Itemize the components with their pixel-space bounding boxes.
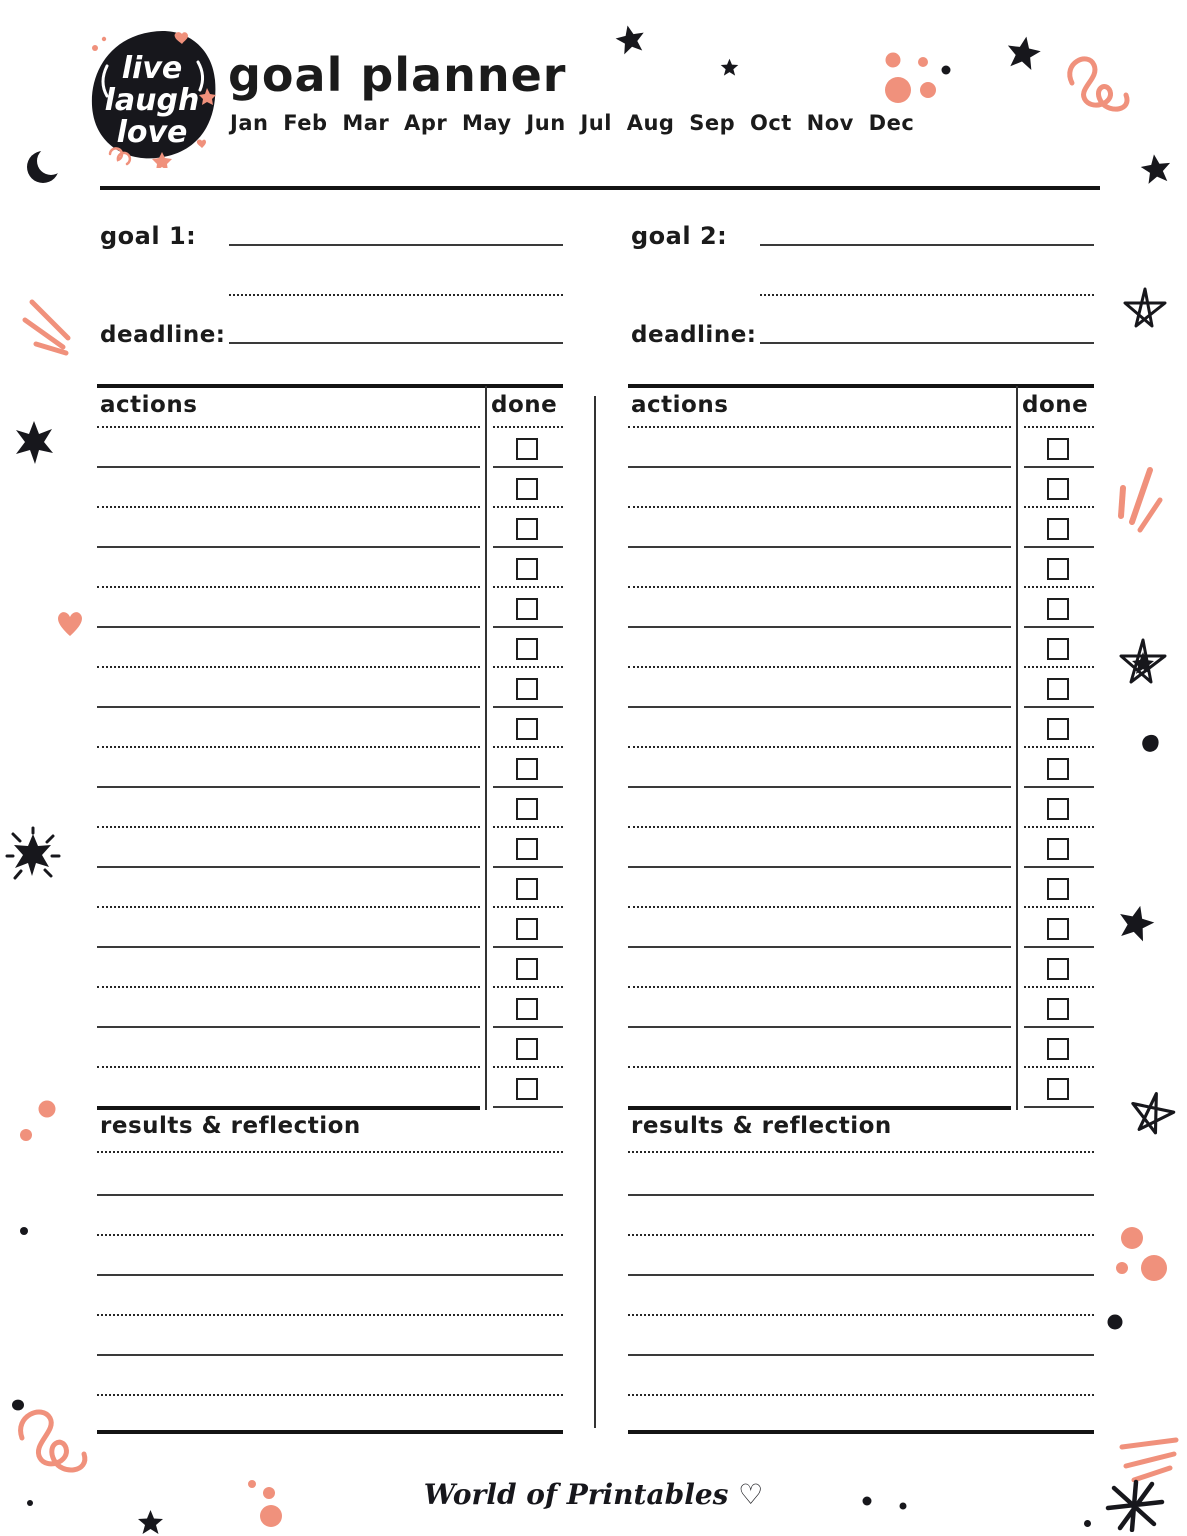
action-line[interactable]	[97, 626, 480, 628]
done-line	[1024, 786, 1094, 788]
actions-header-rule	[628, 426, 1011, 428]
deadline-2-input-line[interactable]	[760, 342, 1094, 344]
action-line[interactable]	[97, 586, 480, 588]
done-checkbox[interactable]	[516, 758, 538, 780]
done-line	[1024, 946, 1094, 948]
done-line	[1024, 626, 1094, 628]
action-line[interactable]	[628, 906, 1011, 908]
action-line[interactable]	[628, 546, 1011, 548]
done-checkbox[interactable]	[1047, 518, 1069, 540]
result-line[interactable]	[628, 1194, 1094, 1196]
action-line[interactable]	[97, 906, 480, 908]
black-dot-icon	[19, 1226, 29, 1236]
done-checkbox[interactable]	[1047, 918, 1069, 940]
action-line[interactable]	[97, 466, 480, 468]
action-line[interactable]	[628, 666, 1011, 668]
done-line	[493, 546, 563, 548]
done-line	[1024, 1026, 1094, 1028]
results-bottom-border	[97, 1430, 563, 1434]
result-line[interactable]	[97, 1234, 563, 1236]
done-line	[1024, 666, 1094, 668]
coral-dots-icon	[16, 1096, 64, 1148]
action-line[interactable]	[628, 506, 1011, 508]
done-line	[493, 466, 563, 468]
rays-icon	[22, 298, 76, 356]
done-line	[493, 586, 563, 588]
done-line	[1024, 906, 1094, 908]
done-checkbox[interactable]	[1047, 438, 1069, 460]
done-checkbox[interactable]	[1047, 758, 1069, 780]
done-checkbox[interactable]	[1047, 478, 1069, 500]
done-line	[1024, 706, 1094, 708]
done-checkbox[interactable]	[516, 958, 538, 980]
results-header-rule	[97, 1151, 563, 1153]
action-line[interactable]	[97, 826, 480, 828]
done-header-rule	[1024, 426, 1094, 428]
coral-dots-icon	[242, 1476, 288, 1532]
action-line[interactable]	[628, 466, 1011, 468]
star-icon	[137, 1509, 164, 1536]
done-checkbox[interactable]	[516, 678, 538, 700]
results-header-rule	[628, 1151, 1094, 1153]
done-line	[1024, 1106, 1094, 1108]
done-line	[1024, 466, 1094, 468]
six-point-star-icon	[13, 419, 55, 465]
done-checkbox[interactable]	[1047, 998, 1069, 1020]
star-icon	[615, 24, 646, 55]
done-line	[493, 506, 563, 508]
actions-table-top-border	[97, 384, 563, 388]
done-checkbox[interactable]	[516, 598, 538, 620]
outline-star-icon	[1128, 1090, 1176, 1138]
action-line[interactable]	[628, 1026, 1011, 1028]
column-divider	[594, 396, 596, 1428]
goal-2-label: goal 2:	[631, 222, 728, 250]
results-bottom-border	[628, 1430, 1094, 1434]
rays-icon	[1114, 1434, 1182, 1482]
star-icon	[1005, 35, 1042, 71]
deadline-1-input-line[interactable]	[229, 342, 563, 344]
black-dot-icon	[1083, 1519, 1092, 1528]
done-line	[493, 946, 563, 948]
done-checkbox[interactable]	[1047, 638, 1069, 660]
done-checkbox[interactable]	[516, 878, 538, 900]
result-line[interactable]	[97, 1274, 563, 1276]
done-checkbox[interactable]	[1047, 718, 1069, 740]
done-checkbox[interactable]	[1047, 798, 1069, 820]
actions-2-header: actions	[631, 392, 729, 418]
done-line	[493, 706, 563, 708]
action-line[interactable]	[628, 826, 1011, 828]
done-checkbox[interactable]	[1047, 878, 1069, 900]
done-line	[493, 866, 563, 868]
star-icon	[1116, 904, 1156, 942]
goal-1-section	[97, 0, 563, 1536]
done-checkbox[interactable]	[1047, 678, 1069, 700]
action-line[interactable]	[97, 1066, 480, 1068]
logo-word-live: live	[121, 51, 183, 86]
done-line	[1024, 546, 1094, 548]
action-line[interactable]	[97, 866, 480, 868]
action-line[interactable]	[628, 1106, 1011, 1110]
action-line[interactable]	[628, 706, 1011, 708]
done-checkbox[interactable]	[1047, 838, 1069, 860]
done-checkbox[interactable]	[1047, 958, 1069, 980]
action-line[interactable]	[97, 1106, 480, 1110]
actions-table-top-border	[628, 384, 1094, 388]
done-line	[1024, 586, 1094, 588]
done-2-header: done	[1022, 392, 1089, 418]
done-checkbox[interactable]	[516, 438, 538, 460]
goal-2-section	[628, 0, 1094, 1536]
done-line	[493, 746, 563, 748]
done-checkbox[interactable]	[516, 1038, 538, 1060]
action-line[interactable]	[628, 986, 1011, 988]
done-checkbox[interactable]	[516, 518, 538, 540]
outline-star-icon	[1122, 286, 1168, 332]
actions-done-divider	[485, 386, 487, 1110]
result-line[interactable]	[628, 1274, 1094, 1276]
action-line[interactable]	[97, 946, 480, 948]
done-line	[493, 906, 563, 908]
action-line[interactable]	[628, 866, 1011, 868]
black-dots-icon	[860, 1492, 912, 1514]
goal-1-label: goal 1:	[100, 222, 197, 250]
done-checkbox[interactable]	[516, 798, 538, 820]
done-line	[1024, 1066, 1094, 1068]
action-line[interactable]	[628, 946, 1011, 948]
starburst-icon	[5, 826, 61, 884]
star-icon	[720, 58, 739, 77]
done-line	[1024, 826, 1094, 828]
done-line	[493, 786, 563, 788]
action-line[interactable]	[97, 506, 480, 508]
results-2-header: results & reflection	[631, 1113, 892, 1139]
done-line	[1024, 866, 1094, 868]
result-line[interactable]	[628, 1354, 1094, 1356]
asterisk-burst-icon	[1104, 1478, 1166, 1532]
goal-2-input-line-2[interactable]	[760, 294, 1094, 296]
logo-word-laugh: laugh	[104, 83, 200, 118]
actions-done-divider	[1016, 386, 1018, 1110]
done-line	[493, 1066, 563, 1068]
brand-credit: World of Printables ♡	[423, 1478, 764, 1511]
actions-header-rule	[97, 426, 480, 428]
action-line[interactable]	[628, 746, 1011, 748]
action-line[interactable]	[628, 786, 1011, 788]
done-checkbox[interactable]	[1047, 558, 1069, 580]
done-checkbox[interactable]	[516, 638, 538, 660]
done-line	[493, 666, 563, 668]
logo-word-love: love	[116, 115, 188, 150]
done-checkbox[interactable]	[516, 558, 538, 580]
months-row: Jan Feb Mar Apr May Jun Jul Aug Sep Oct Nov Dec	[230, 111, 915, 135]
done-line	[493, 826, 563, 828]
done-checkbox[interactable]	[1047, 598, 1069, 620]
deadline-1-label: deadline:	[100, 322, 226, 348]
done-checkbox[interactable]	[1047, 1078, 1069, 1100]
goal-1-input-line-2[interactable]	[229, 294, 563, 296]
done-checkbox[interactable]	[516, 718, 538, 740]
result-line[interactable]	[628, 1394, 1094, 1396]
done-checkbox[interactable]	[1047, 1038, 1069, 1060]
action-line[interactable]	[97, 666, 480, 668]
result-line[interactable]	[97, 1394, 563, 1396]
black-dot-icon	[1139, 733, 1161, 753]
action-line[interactable]	[628, 586, 1011, 588]
action-line[interactable]	[628, 1066, 1011, 1068]
coral-dots-icon	[876, 48, 954, 108]
squiggle-icon	[1060, 55, 1152, 117]
results-1-header: results & reflection	[100, 1113, 361, 1139]
done-line	[1024, 506, 1094, 508]
done-checkbox[interactable]	[516, 478, 538, 500]
rays-icon	[1114, 466, 1166, 534]
result-line[interactable]	[97, 1314, 563, 1316]
star-icon	[1140, 152, 1172, 186]
done-line	[493, 626, 563, 628]
black-dot-icon	[1106, 1313, 1124, 1331]
page-title: goal planner	[228, 48, 567, 102]
done-1-header: done	[491, 392, 558, 418]
goal-2-input-line[interactable]	[760, 244, 1094, 246]
result-line[interactable]	[97, 1354, 563, 1356]
done-header-rule	[493, 426, 563, 428]
done-checkbox[interactable]	[516, 838, 538, 860]
result-line[interactable]	[628, 1314, 1094, 1316]
done-checkbox[interactable]	[516, 998, 538, 1020]
coral-dots-icon	[1110, 1224, 1172, 1284]
heart-icon	[55, 609, 85, 639]
action-line[interactable]	[97, 746, 480, 748]
black-dot-icon	[26, 1499, 34, 1507]
action-line[interactable]	[97, 986, 480, 988]
goal-1-input-line[interactable]	[229, 244, 563, 246]
result-line[interactable]	[97, 1194, 563, 1196]
result-line[interactable]	[628, 1234, 1094, 1236]
action-line[interactable]	[97, 706, 480, 708]
done-checkbox[interactable]	[516, 918, 538, 940]
squiggle-icon	[12, 1406, 104, 1496]
action-line[interactable]	[97, 786, 480, 788]
done-line	[1024, 746, 1094, 748]
done-line	[1024, 986, 1094, 988]
action-line[interactable]	[628, 626, 1011, 628]
action-line[interactable]	[97, 546, 480, 548]
outline-solid-star-icon	[1118, 636, 1168, 690]
actions-1-header: actions	[100, 392, 198, 418]
done-line	[493, 1026, 563, 1028]
deadline-2-label: deadline:	[631, 322, 757, 348]
done-checkbox[interactable]	[516, 1078, 538, 1100]
action-line[interactable]	[97, 1026, 480, 1028]
done-line	[493, 1106, 563, 1108]
done-line	[493, 986, 563, 988]
moon-icon	[24, 146, 66, 188]
